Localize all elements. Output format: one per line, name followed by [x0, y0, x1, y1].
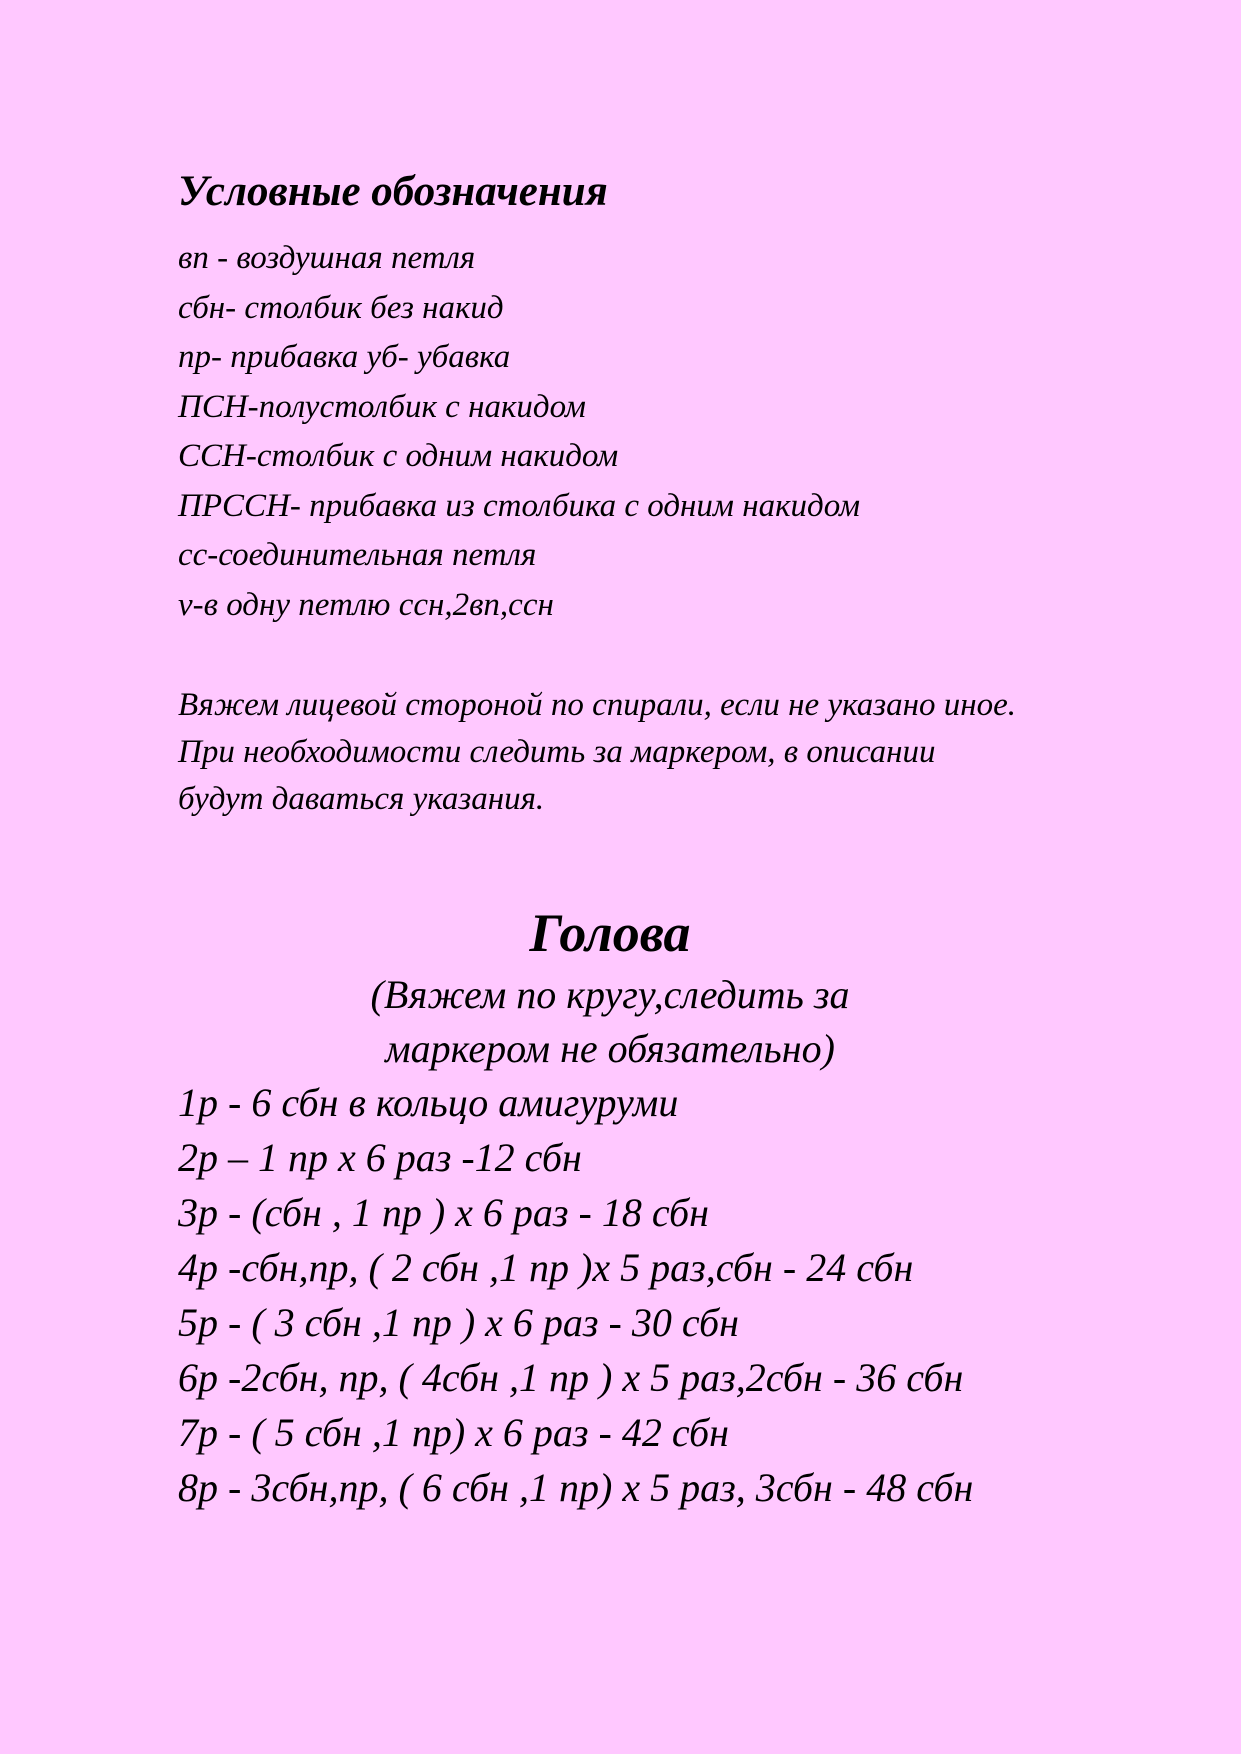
section-title: Голова [529, 903, 691, 963]
intro-line: Вяжем лицевой стороной по спирали, если не указано иное. [178, 687, 1016, 723]
legend-item: сбн- столбик без накид [178, 289, 504, 326]
legend-list [178, 234, 860, 630]
intro-line: При необходимости следить за маркером, в описании [178, 734, 936, 770]
legend-item: пр- прибавка уб- убавка [178, 339, 511, 375]
row-instruction: 7р - ( 5 сбн ,1 пр) х 6 раз - 42 сбн [178, 1410, 730, 1455]
section-note-line: маркером не обязательно) [385, 1026, 835, 1071]
row-instruction: 5р - ( 3 сбн ,1 пр ) х 6 раз - 30 сбн [178, 1300, 740, 1345]
row-instructions [178, 1075, 973, 1515]
section-note [0, 968, 1220, 1076]
legend-item: v-в одну петлю ссн,2вп,ссн [178, 586, 554, 623]
row-instruction: 1р - 6 сбн в кольцо амигуруми [178, 1080, 679, 1125]
legend-title: Условные обозначения [178, 168, 608, 215]
intro-paragraph [178, 682, 1016, 823]
row-instruction: 3р - (сбн , 1 пр ) х 6 раз - 18 сбн [178, 1190, 710, 1235]
section-note-line: (Вяжем по кругу,следить за [370, 972, 850, 1017]
legend-item: ССН-столбик с одним накидом [178, 438, 619, 474]
legend-item: сс-соединительная петля [178, 537, 537, 573]
intro-line: будут даваться указания. [178, 781, 545, 817]
legend-item: ПСН-полустолбик с накидом [178, 388, 586, 425]
row-instruction: 8р - 3сбн,пр, ( 6 сбн ,1 пр) х 5 раз, 3сбн - 48 сбн [178, 1465, 974, 1510]
row-instruction: 6р -2сбн, пр, ( 4сбн ,1 пр ) х 5 раз,2сбн - 36 сбн [178, 1355, 964, 1400]
row-instruction: 2р – 1 пр х 6 раз -12 сбн [178, 1135, 582, 1180]
legend-item: вп - воздушная петля [178, 240, 476, 276]
row-instruction: 4р -сбн,пр, ( 2 сбн ,1 пр )х 5 раз,сбн - 24 сбн [178, 1245, 914, 1290]
legend-item: ПРССН- прибавка из столбика с одним накидом [178, 487, 861, 524]
